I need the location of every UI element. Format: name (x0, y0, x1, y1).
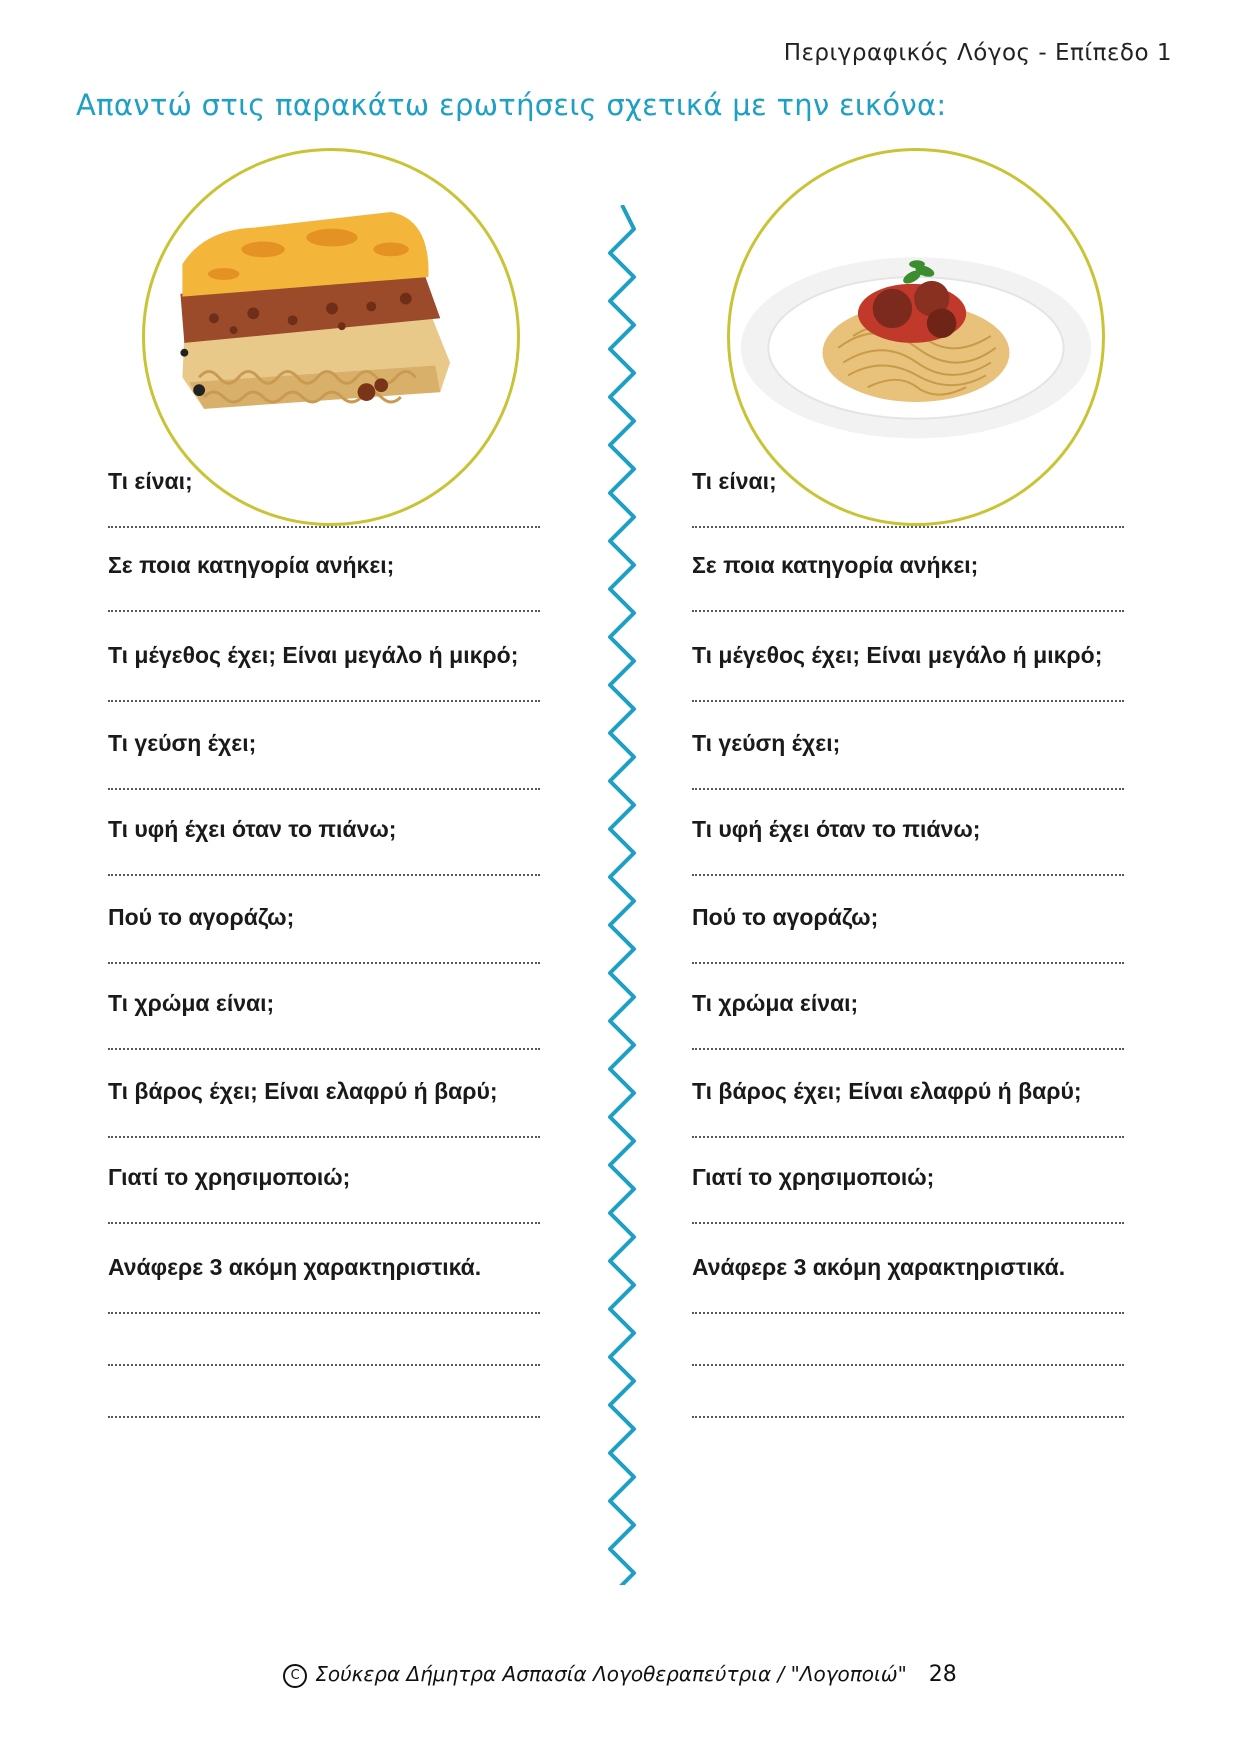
wavy-divider (604, 205, 640, 1585)
answer-line[interactable] (108, 700, 540, 702)
question-label: Τι υφή έχει όταν το πιάνω; (692, 816, 981, 842)
answer-line[interactable] (108, 610, 540, 612)
page-footer (0, 1662, 1240, 1688)
question-item (692, 468, 1132, 495)
question-item (108, 1078, 548, 1105)
answer-line[interactable] (692, 1222, 1124, 1224)
question-item (108, 1254, 548, 1281)
answer-line[interactable] (692, 962, 1124, 964)
answer-line[interactable] (108, 1048, 540, 1050)
question-label: Ανάφερε 3 ακόμη χαρακτηριστικά. (692, 1254, 1066, 1280)
answer-line[interactable] (108, 962, 540, 964)
question-label: Τι γεύση έχει; (108, 730, 257, 756)
instruction-text: Απαντώ στις παρακάτω ερωτήσεις σχετικά με την εικόνα: (76, 88, 947, 122)
answer-line[interactable] (108, 788, 540, 790)
question-item (692, 1078, 1132, 1105)
question-label: Πού το αγοράζω; (108, 904, 295, 930)
question-item (108, 816, 548, 843)
answer-line[interactable] (692, 788, 1124, 790)
question-label: Ανάφερε 3 ακόμη χαρακτηριστικά. (108, 1254, 482, 1280)
question-item (108, 1164, 548, 1191)
question-item (108, 730, 548, 757)
question-item (692, 1254, 1132, 1281)
answer-line[interactable] (692, 1136, 1124, 1138)
question-item (108, 642, 548, 669)
answer-line[interactable] (692, 526, 1124, 528)
question-label: Πού το αγοράζω; (692, 904, 879, 930)
question-label: Τι είναι; (692, 468, 777, 494)
page-number: 28 (928, 1662, 957, 1687)
question-label: Τι βάρος έχει; Είναι ελαφρύ ή βαρύ; (108, 1078, 498, 1104)
question-label: Γιατί το χρησιμοποιώ; (692, 1164, 935, 1190)
question-label: Τι είναι; (108, 468, 193, 494)
question-item (692, 552, 1132, 579)
answer-line[interactable] (108, 1312, 540, 1314)
question-item (692, 816, 1132, 843)
question-item (692, 1164, 1132, 1191)
answer-line[interactable] (692, 610, 1124, 612)
answer-line[interactable] (692, 1416, 1124, 1418)
question-label: Τι μέγεθος έχει; Είναι μεγάλο ή μικρό; (692, 642, 1103, 668)
question-item (692, 904, 1132, 931)
question-label: Τι βάρος έχει; Είναι ελαφρύ ή βαρύ; (692, 1078, 1082, 1104)
worksheet-subtitle: Περιγραφικός Λόγος - Επίπεδο 1 (783, 40, 1172, 66)
answer-line[interactable] (108, 1222, 540, 1224)
answer-line[interactable] (692, 874, 1124, 876)
question-item (692, 642, 1132, 669)
footer-credit: Σούκερα Δήμητρα Ασπασία Λογοθεραπεύτρια / "Λογοποιώ" (315, 1662, 907, 1686)
question-label: Τι μέγεθος έχει; Είναι μεγάλο ή μικρό; (108, 642, 519, 668)
answer-line[interactable] (692, 1364, 1124, 1366)
question-label: Σε ποια κατηγορία ανήκει; (692, 552, 979, 578)
answer-line[interactable] (692, 1312, 1124, 1314)
question-item (108, 552, 548, 579)
answer-line[interactable] (108, 1416, 540, 1418)
answer-line[interactable] (108, 526, 540, 528)
answer-line[interactable] (108, 874, 540, 876)
question-label: Τι υφή έχει όταν το πιάνω; (108, 816, 397, 842)
copyright-icon: C (283, 1664, 307, 1688)
question-label: Τι χρώμα είναι; (108, 990, 275, 1016)
question-item (692, 730, 1132, 757)
answer-line[interactable] (692, 700, 1124, 702)
question-label: Τι γεύση έχει; (692, 730, 841, 756)
question-item (108, 990, 548, 1017)
question-item (108, 468, 548, 495)
question-label: Σε ποια κατηγορία ανήκει; (108, 552, 395, 578)
answer-line[interactable] (108, 1364, 540, 1366)
answer-line[interactable] (692, 1048, 1124, 1050)
question-label: Τι χρώμα είναι; (692, 990, 859, 1016)
question-item (692, 990, 1132, 1017)
wavy-divider-line (610, 205, 634, 1585)
question-item (108, 904, 548, 931)
answer-line[interactable] (108, 1136, 540, 1138)
question-label: Γιατί το χρησιμοποιώ; (108, 1164, 351, 1190)
